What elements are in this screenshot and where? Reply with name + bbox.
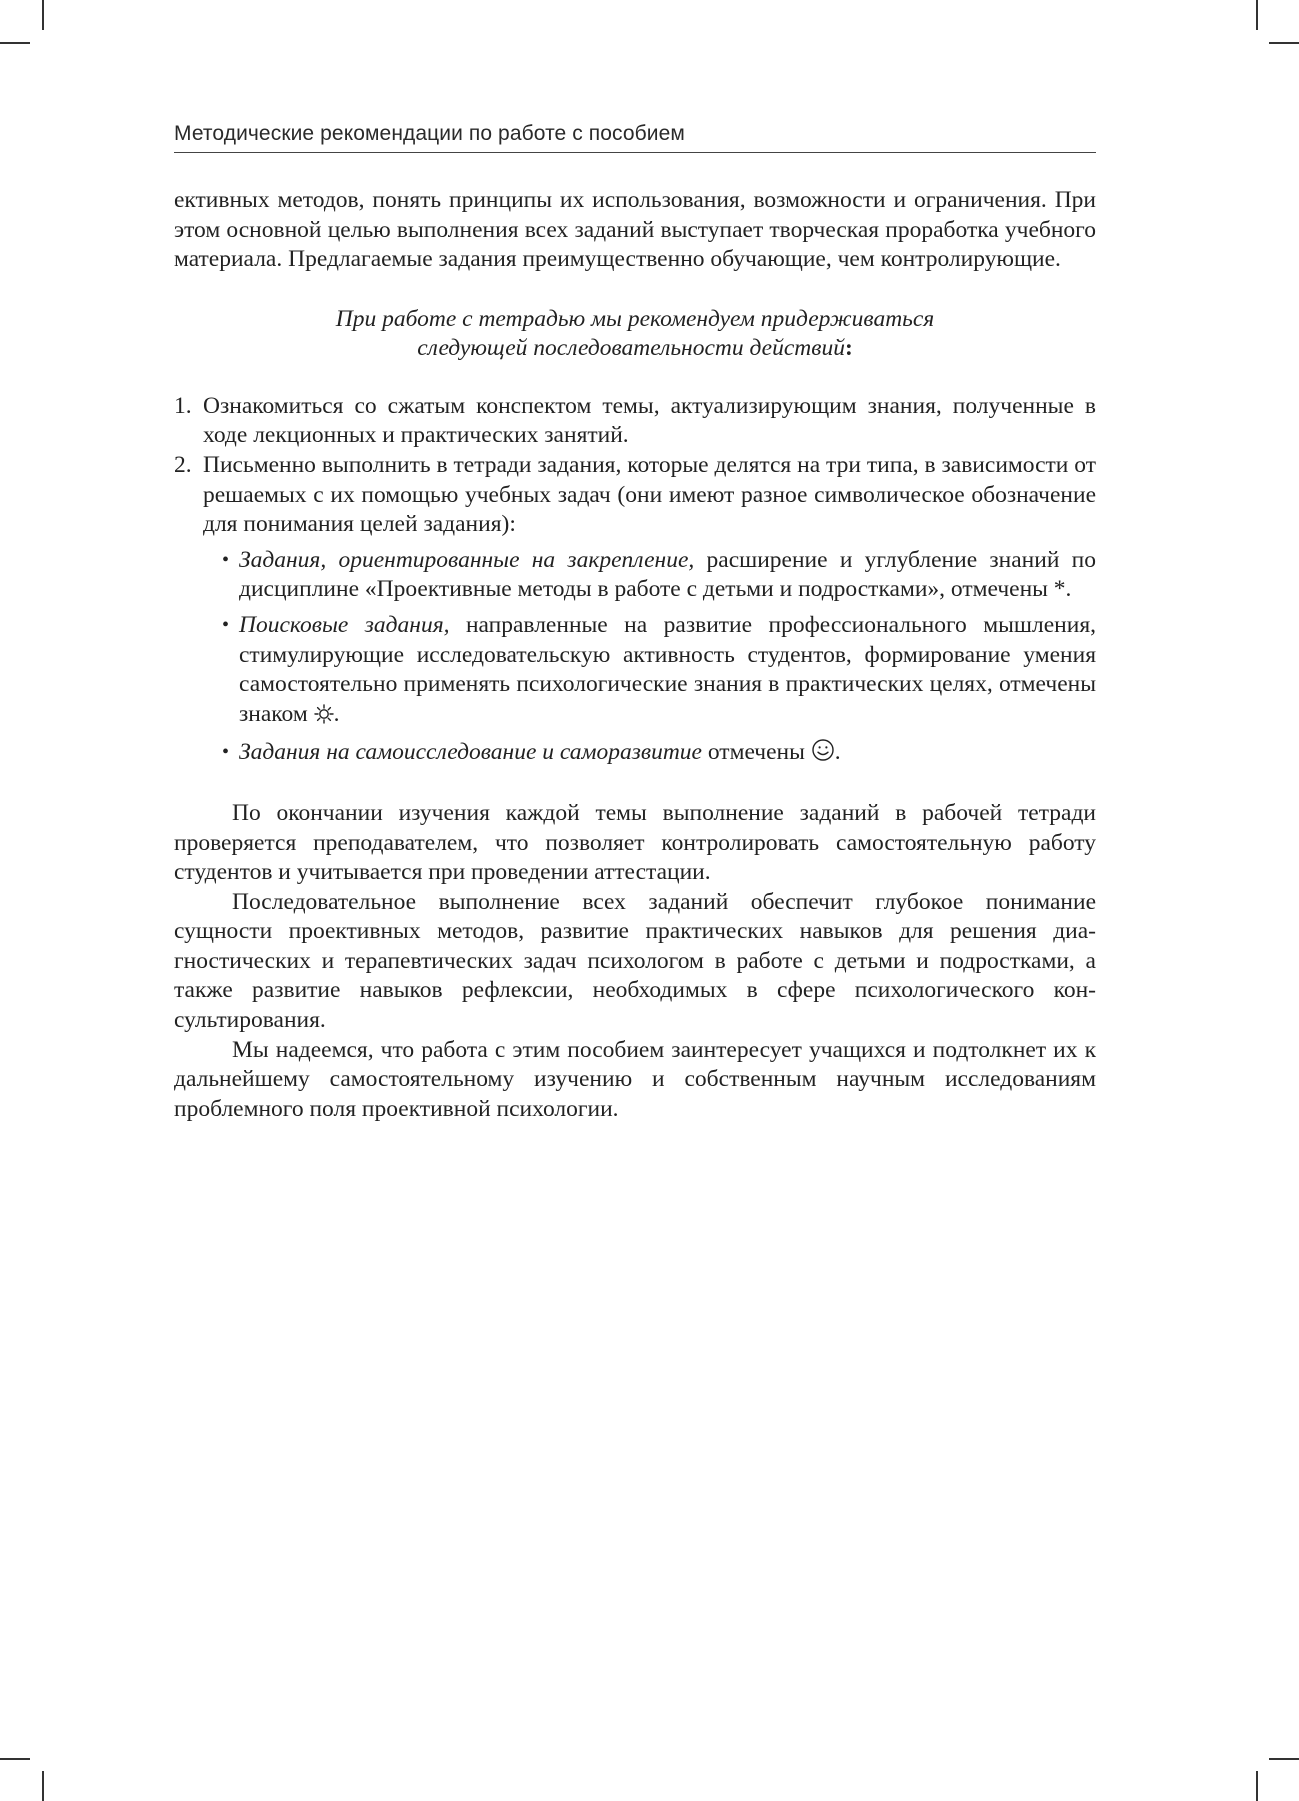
intro-paragraph: ективных методов, понять принципы их использования, возможности и ограничения. При этом основной целью выполнения всех заданий выступает творческая проработка учебного материала. Предлагаемые задания преимущественно обучающие, чем контролирующие. xyxy=(174,187,1096,273)
lead-in-line-1: При работе с тетрадью мы рекомендуем придерживаться xyxy=(335,305,935,332)
body-text xyxy=(174,186,1096,1124)
sentence-end: . xyxy=(834,739,841,766)
paragraph: Мы надеемся, что работа с этим пособием заинтересует учащихся и подтолкнет их к дальнейшему самостоятельному изучению и собственным научным исследованиям проблемного поля проективной психологии. xyxy=(174,1036,1096,1122)
crop-mark-top-left-v xyxy=(42,0,44,30)
list-item xyxy=(174,738,1096,771)
lead-in-colon: : xyxy=(844,334,853,361)
step-number: 2. xyxy=(174,451,192,478)
bullet-icon: • xyxy=(221,548,229,571)
lead-in-line-2: следующей последовательности действий xyxy=(417,334,845,361)
bullet-icon: • xyxy=(221,613,229,636)
step-number: 1. xyxy=(174,392,192,419)
sun-icon xyxy=(314,703,334,733)
lead-in xyxy=(174,305,1096,363)
crop-mark-bottom-left-v xyxy=(42,1771,44,1801)
task-type-text: направленные на развитие профессионального мышления, стимулирующие исследовательскую активность студентов, формирование умения самостоятельно применять психологические знания в практических целях, отмечены знаком xyxy=(239,611,1096,727)
task-type-text: расширение и углубление знаний по дисциплине «Проективные методы в работе с детьми и подростками», отмечены *. xyxy=(239,546,1096,603)
smiley-icon xyxy=(811,738,835,771)
steps-list xyxy=(174,392,1096,540)
list-item xyxy=(174,392,1096,451)
list-item xyxy=(174,451,1096,540)
list-item xyxy=(174,611,1096,732)
closing-paragraphs xyxy=(174,799,1096,1125)
bullet-icon: • xyxy=(221,741,229,764)
crop-mark-bottom-right-h xyxy=(1269,1758,1299,1760)
paragraph: По окончании изучения каждой темы выполнение заданий в рабочей тетради проверяется преподавателем, что позволяет контролировать самостоятельную работу студентов и учитывается при проведении аттестации. xyxy=(174,799,1096,886)
crop-mark-bottom-right-v xyxy=(1256,1771,1258,1801)
crop-mark-top-right-h xyxy=(1269,42,1299,44)
step-text: Ознакомиться со сжатым конспектом темы, актуализирующим знания, полученные в ходе лекционных и практических занятий. xyxy=(203,392,1096,449)
page-content xyxy=(174,122,1096,1124)
running-head: Методические рекомендации по работе с пособием xyxy=(174,122,1096,153)
task-type-title: Поисковые задания, xyxy=(239,611,450,638)
task-type-title: Задания, ориентированные на закрепление, xyxy=(239,546,695,573)
crop-mark-bottom-left-h xyxy=(0,1758,30,1760)
paragraph: Последовательное выполнение всех заданий обеспечит глубокое понимание сущности проективных методов, развитие практических навыков для решения диагностических и терапевтических задач психологом в работе с детьми и подростками, а также развитие навыков рефлексии, необходимых в сфере психологического консультирования. xyxy=(174,888,1096,1034)
task-type-text: отмечены xyxy=(701,739,805,766)
task-type-title: Задания на самоисследование и саморазвитие xyxy=(239,739,702,766)
list-item xyxy=(174,546,1096,605)
crop-mark-top-left-h xyxy=(0,42,30,44)
step-text: Письменно выполнить в тетради задания, которые делятся на три типа, в зависимости от решаемых с их помощью учебных задач (они имеют разное символическое обозначение для понимания целей задания): xyxy=(203,451,1096,538)
task-types-list xyxy=(174,546,1096,771)
sentence-end: . xyxy=(333,700,340,727)
crop-mark-top-right-v xyxy=(1256,0,1258,30)
